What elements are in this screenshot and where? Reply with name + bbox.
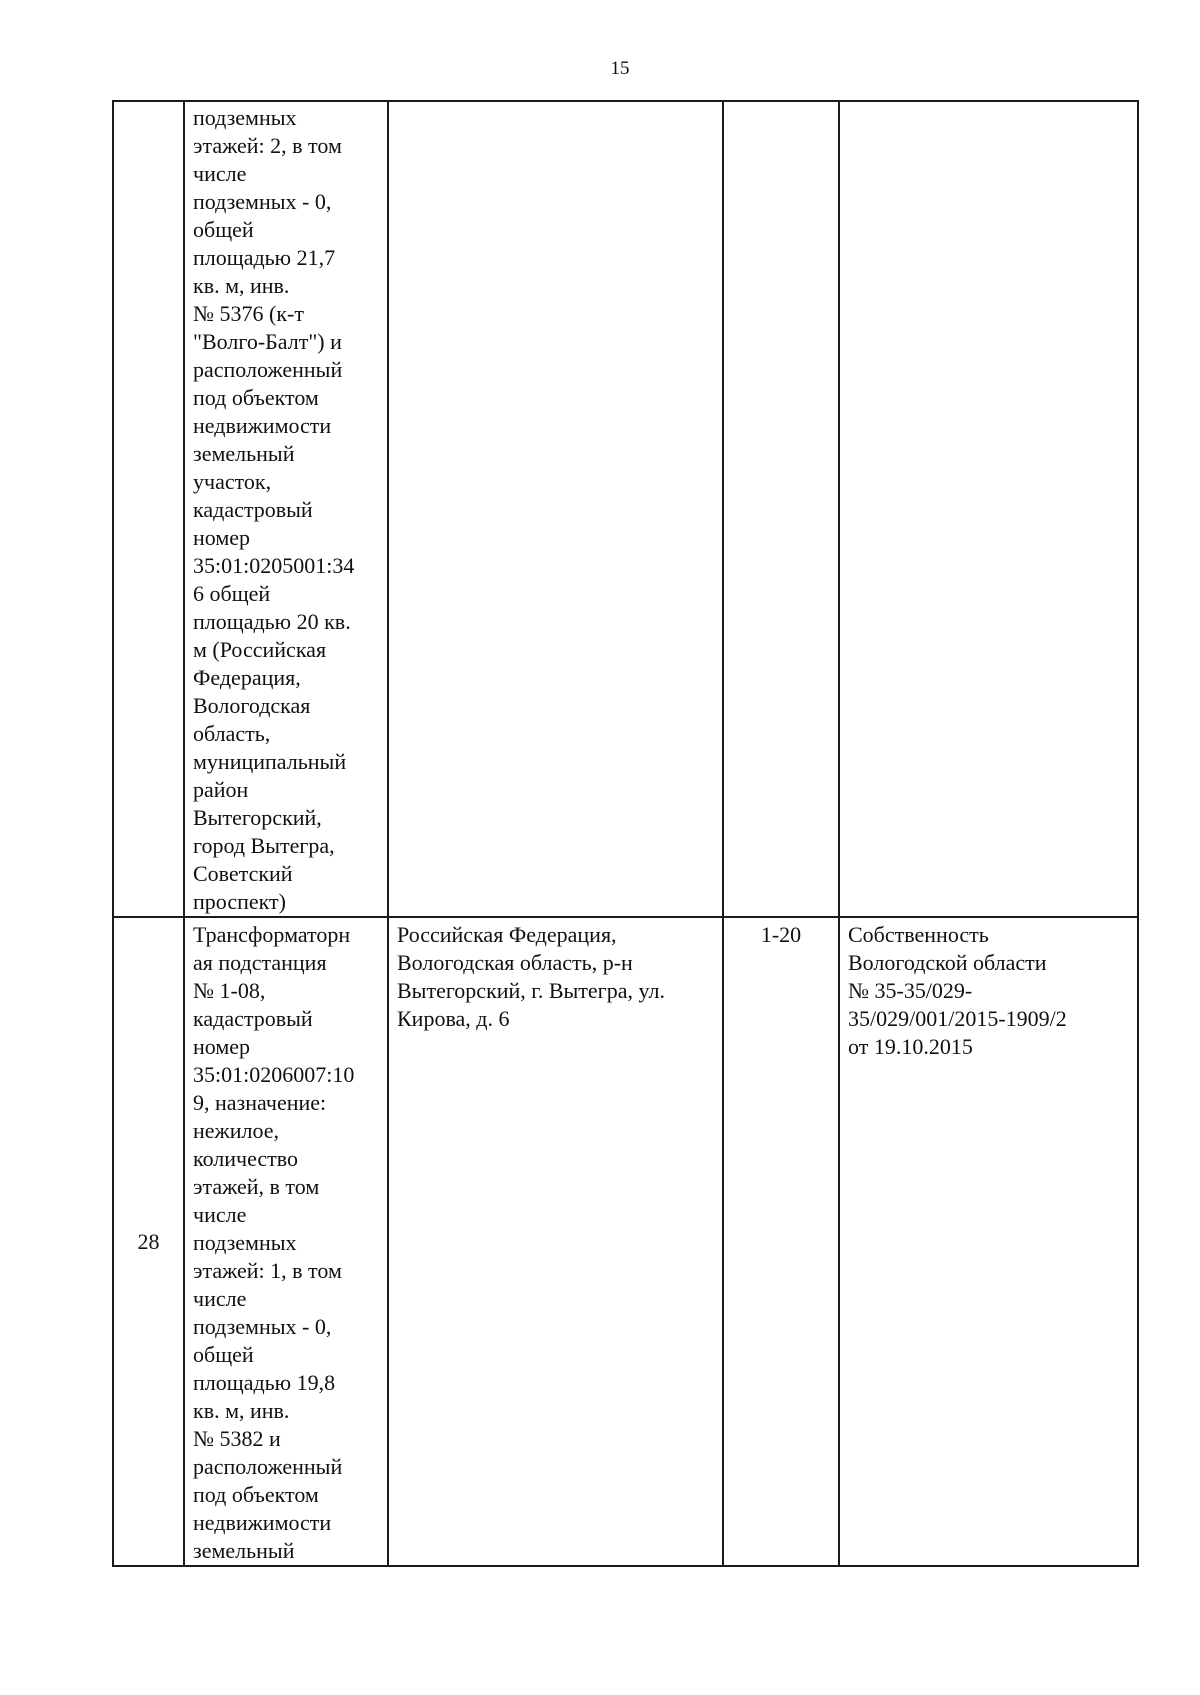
page-number: 15 — [610, 58, 630, 79]
length-cell — [723, 101, 839, 917]
object-description-cell: Трансформаторн ая подстанция № 1-08, кадастровый номер 35:01:0206007:10 9, назначение: нежилое, количество этажей, в том числе подземных этажей: 1, в том числе подземных - 0, общей площадью 19,8 кв. м, инв. № 5382 и расположенный под объектом недвижимости земельный — [184, 917, 388, 1566]
address-cell: Российская Федерация, Вологодская область, р-н Вытегорский, г. Вытегра, ул. Кирова, д. 6 — [388, 917, 723, 1566]
table-row — [113, 917, 1138, 1566]
table-row — [113, 101, 1138, 917]
ownership-cell: Собственность Вологодской области № 35-35/029- 35/029/001/2015-1909/2 от 19.10.2015 — [839, 917, 1138, 1566]
ownership-cell — [839, 101, 1138, 917]
length-cell: 1-20 — [723, 917, 839, 1566]
property-table — [112, 100, 1139, 1567]
address-cell — [388, 101, 723, 917]
object-description-cell: подземных этажей: 2, в том числе подземных - 0, общей площадью 21,7 кв. м, инв. № 5376 (к-т "Волго-Балт") и расположенный под объектом недвижимости земельный участок, кадастровый номер 35:01:0205001:34 6 общей площадью 20 кв. м (Российская Федерация, Вологодская область, муниципальный район Вытегорский, город Вытегра, Советский проспект) — [184, 101, 388, 917]
row-number-cell — [113, 101, 184, 917]
row-number-cell: 28 — [113, 917, 184, 1566]
